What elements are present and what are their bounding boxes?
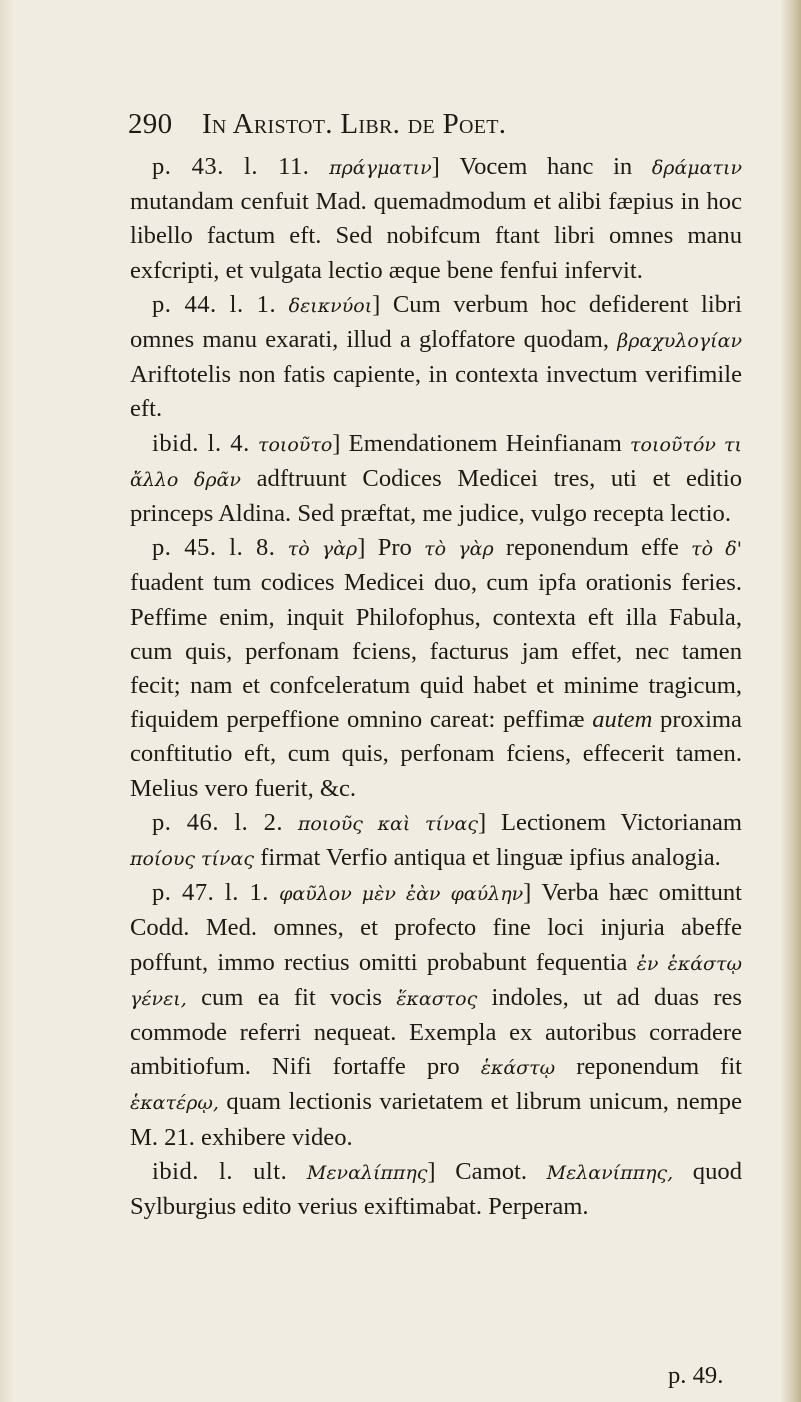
note-p47-ult: ibid. l. ult. Μεναλίππης] Camot. Μελανίππης, quod Sylburgius edito verius exiftimabat. Perperam. bbox=[130, 1157, 742, 1221]
greek-word: ἑκάστῳ bbox=[480, 1057, 556, 1080]
greek-lemma: Μεναλίππης bbox=[306, 1161, 428, 1184]
note-text: Cum verbum hoc defiderent libri omnes manu exarati, illud a gloffatore quodam, bbox=[130, 290, 743, 354]
page-edge-shadow bbox=[781, 0, 801, 1402]
note-p45: p. 45. l. 8. τὸ γὰρ] Pro τὸ γὰρ reponendum effe τὸ δ' fuadent tum codices Medicei duo, cum ipfa orationis feries. Peffime enim, inquit Philofophus, contexta eft illa Fabula, cum quis, perfonam fciens, facturus jam effet, nec tamen fecit; nam et confceleratum quid habet et minime tragicum, fiquidem perpeffione omnino careat: peffimæ autem proxima conftitutio eft, cum quis, perfonam fciens, effecerit tamen. Melius vero fuerit, &c. bbox=[130, 534, 742, 802]
note-p46: p. 46. l. 2. ποιοῦς καὶ τίνας] Lectionem Victorianam ποίους τίνας firmat Verfio antiqua et linguæ ipfius analogia. bbox=[130, 808, 743, 872]
page-number: 290 bbox=[128, 108, 173, 140]
note-text: adftruunt Codices Medicei tres, uti et editio princeps Aldina. Sed præftat, me judice, vulgo recepta lectio. bbox=[130, 464, 743, 528]
note-text: Verba hæc omittunt Codd. Med. omnes, et profecto fine loci injuria abeffe poffunt, immo rectius omitti probabunt fequentia bbox=[130, 879, 742, 976]
gutter-shadow bbox=[0, 0, 14, 1402]
note-reference: p. 46. l. 2. bbox=[152, 808, 284, 836]
greek-lemma: δεικνύοι bbox=[288, 294, 373, 317]
note-text: Lectionem Victorianam bbox=[501, 808, 743, 836]
note-text: Vocem hanc in bbox=[459, 153, 633, 180]
note-text: reponendum fit bbox=[576, 1053, 742, 1081]
greek-lemma: τὸ γὰρ bbox=[287, 538, 358, 561]
running-head bbox=[128, 108, 728, 141]
catchword: p. 49. bbox=[668, 1362, 724, 1389]
note-p43: p. 43. l. 11. πράγματιν] Vocem hanc in δράματιν mutandam cenfuit Mad. quemadmodum et alibi fæpius in hoc libello factum eft. Sed nobifcum ftant libri omnes manu exfcripti, et vulgata lectio æque bene fenfui infervit. bbox=[130, 153, 742, 284]
note-reference: p. 43. l. 11. bbox=[152, 153, 310, 180]
note-reference: ibid. l. ult. bbox=[152, 1157, 288, 1185]
running-title: In Aristot. Libr. de Poet. bbox=[201, 108, 507, 140]
greek-lemma: πράγματιν bbox=[329, 157, 432, 179]
note-text: indoles, ut ad duas res commode referri nequeat. Exempla ex autoribus corradere ambitiofum. Nifi fortaffe pro bbox=[130, 983, 742, 1081]
notes-body bbox=[130, 150, 742, 1224]
note-text: mutandam cenfuit Mad. quemadmodum et alibi fæpius in hoc libello factum eft. Sed nobifcum ftant libri omnes manu exfcripti, et vulgata lectio æque bene fenfui infervit. bbox=[130, 188, 742, 284]
greek-word: τὸ δ' bbox=[691, 538, 742, 561]
greek-word: τὸ γὰρ bbox=[424, 538, 494, 561]
note-text: fuadent tum codices Medicei duo, cum ipfa orationis feries. Peffime enim, inquit Philofophus, contexta eft illa Fabula, cum quis, perfonam fciens, facturus jam effet, nec tamen fecit; nam et confceleratum quid habet et minime tragicum, fiquidem perpeffione omnino careat: peffimæ bbox=[130, 569, 742, 734]
note-text: Emendationem Heinfianam bbox=[348, 429, 622, 457]
greek-lemma: τοιοῦτο bbox=[257, 433, 333, 456]
note-text: cum ea fit vocis bbox=[201, 983, 382, 1011]
greek-word: Μελανίππης, bbox=[546, 1161, 674, 1184]
note-text: Pro bbox=[377, 534, 412, 562]
greek-word: ἑκατέρῳ, bbox=[130, 1092, 219, 1115]
note-text: Camot. bbox=[455, 1157, 527, 1185]
note-text: reponendum effe bbox=[505, 534, 679, 562]
greek-phrase: ποίους τίνας bbox=[130, 848, 255, 871]
note-text: quod Sylburgius edito verius exiftimabat. Perperam. bbox=[130, 1157, 742, 1221]
greek-phrase: τοιοῦτόν τι ἄλλο δρᾶν bbox=[130, 433, 742, 491]
greek-word: ἕκαστος bbox=[396, 987, 478, 1010]
note-p44-ibid: ibid. l. 4. τοιοῦτο] Emendationem Heinfianam τοιοῦτόν τι ἄλλο δρᾶν adftruunt Codices Medicei tres, uti et editio princeps Aldina. Sed præftat, me judice, vulgo recepta lectio. bbox=[130, 429, 743, 528]
note-reference: ibid. l. 4. bbox=[152, 429, 250, 457]
greek-word: δράματιν bbox=[651, 157, 742, 179]
greek-phrase: ἐν ἑκάστῳ γένει, bbox=[130, 952, 743, 1010]
note-text: quam lectionis varietatem et librum unicum, nempe M. 21. exhibere video. bbox=[130, 1088, 742, 1151]
italic-word: autem bbox=[592, 706, 653, 734]
note-p47: p. 47. l. 1. φαῦλον μὲν ἐὰν φαύλην] Verba hæc omittunt Codd. Med. omnes, et profecto fine loci injuria abeffe poffunt, immo rectius omitti probabunt fequentia ἐν ἑκάστῳ γένει, cum ea fit vocis ἕκαστος indoles, ut ad duas res commode referri nequeat. Exempla ex autoribus corradere ambitiofum. Nifi fortaffe pro ἑκάστῳ reponendum fit ἑκατέρῳ, quam lectionis varietatem et librum unicum, nempe M. 21. exhibere video. bbox=[130, 879, 743, 1151]
greek-lemma: φαῦλον μὲν ἐὰν φαύλην bbox=[279, 883, 524, 906]
note-text: proxima conftitutio eft, cum quis, perfonam fciens, effecerit tamen. Melius vero fuerit, &c. bbox=[130, 706, 742, 802]
note-p44: p. 44. l. 1. δεικνύοι] Cum verbum hoc defiderent libri omnes manu exarati, illud a gloffatore quodam, βραχυλογίαν Ariftotelis non fatis capiente, in contexta invectum verifimile eft. bbox=[130, 290, 743, 423]
note-text: firmat Verfio antiqua et linguæ ipfius analogia. bbox=[260, 844, 721, 872]
greek-lemma: ποιοῦς καὶ τίνας bbox=[297, 812, 479, 835]
note-text: Ariftotelis non fatis capiente, in contexta invectum verifimile eft. bbox=[130, 361, 742, 423]
greek-word: βραχυλογίαν bbox=[617, 330, 742, 353]
note-reference: p. 47. l. 1. bbox=[152, 879, 269, 907]
note-reference: p. 45. l. 8. bbox=[152, 534, 276, 562]
note-reference: p. 44. l. 1. bbox=[152, 290, 277, 318]
